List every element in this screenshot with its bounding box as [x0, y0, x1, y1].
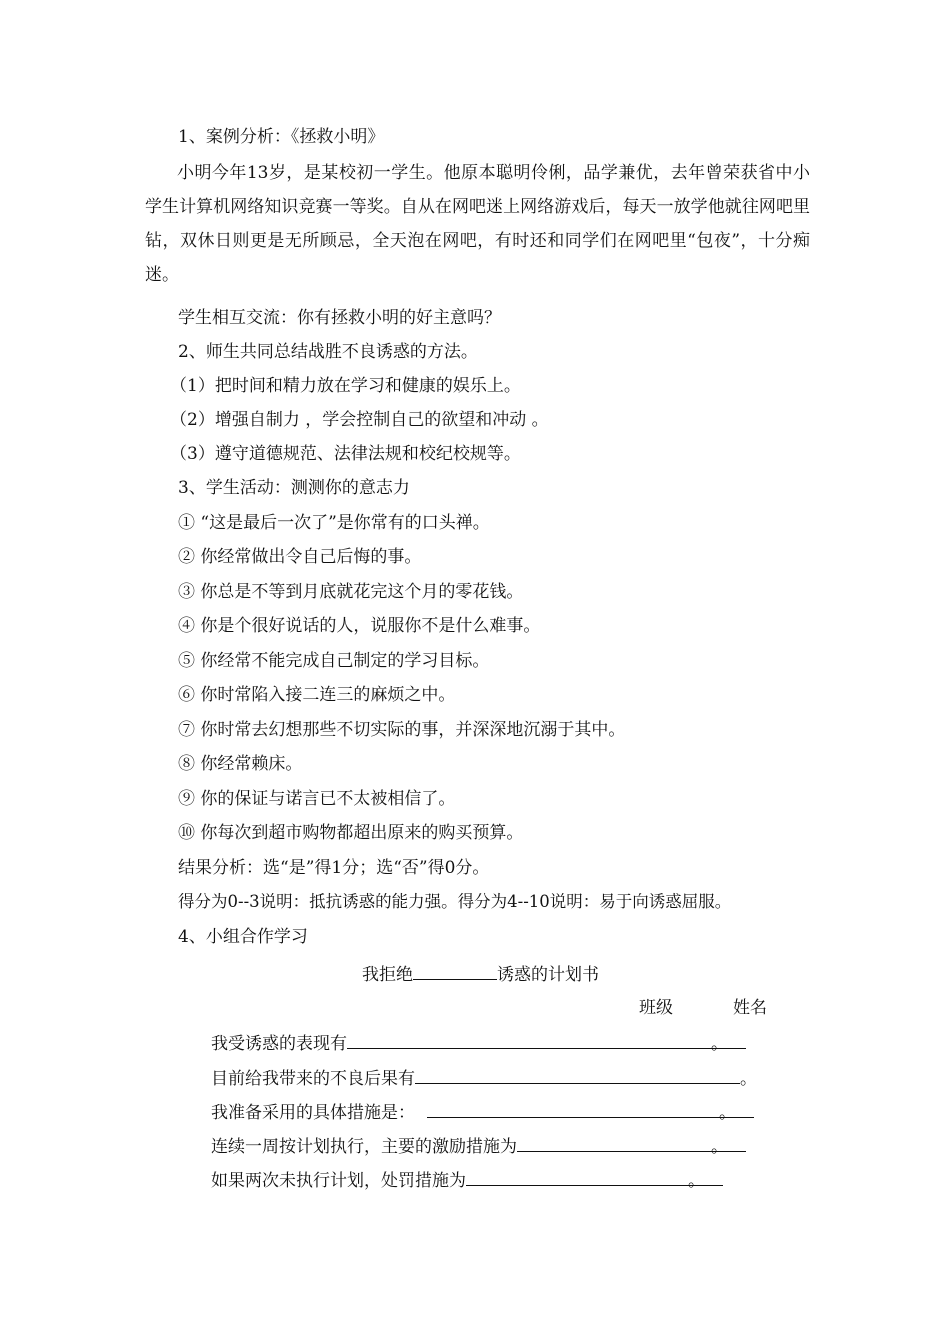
question-8: ⑧ 你经常赖床。 — [178, 754, 303, 774]
discussion-prompt: 学生相互交流：你有拯救小明的好主意吗？ — [178, 308, 501, 328]
plan-field-2-end: 。 — [740, 1069, 757, 1089]
question-6: ⑥ 你时常陷入接二连三的麻烦之中。 — [178, 685, 456, 705]
plan-field-1 — [211, 1032, 746, 1056]
question-10: ⑩ 你每次到超市购物都超出原来的购买预算。 — [178, 823, 524, 843]
plan-field-5-end: 。 — [688, 1171, 705, 1191]
plan-field-3-blank[interactable] — [427, 1101, 737, 1118]
question-4: ④ 你是个很好说话的人，说服你不是什么难事。 — [178, 616, 541, 636]
plan-field-3-end: 。 — [719, 1103, 736, 1123]
section3-heading: 3、学生活动：测测你的意志力 — [178, 478, 410, 498]
method-item-2: （2）增强自制力 ，学会控制自己的欲望和冲动 。 — [170, 410, 549, 430]
plan-field-1-blank[interactable] — [347, 1032, 729, 1049]
plan-field-1-label: 我受诱惑的表现有 — [211, 1034, 347, 1054]
plan-title — [362, 963, 599, 987]
question-1: ① “这是最后一次了”是你常有的口头禅。 — [178, 513, 490, 533]
plan-field-1-end: 。 — [711, 1034, 728, 1054]
plan-field-3-label: 我准备采用的具体措施是： — [211, 1103, 415, 1123]
plan-field-5-label: 如果两次未执行计划，处罚措施为 — [211, 1171, 466, 1191]
method-item-1: （1）把时间和精力放在学习和健康的娱乐上。 — [170, 376, 521, 396]
plan-field-4-blank[interactable] — [517, 1135, 729, 1152]
plan-field-2 — [211, 1067, 757, 1091]
question-9: ⑨ 你的保证与诺言已不太被相信了。 — [178, 789, 456, 809]
section4-heading: 4、小组合作学习 — [178, 927, 308, 947]
question-7: ⑦ 你时常去幻想那些不切实际的事，并深深地沉溺于其中。 — [178, 720, 626, 740]
plan-field-4-end: 。 — [711, 1137, 728, 1157]
plan-title-post: 诱惑的计划书 — [497, 965, 599, 985]
scoring-rule: 结果分析：选“是”得1分；选“否”得0分。 — [178, 858, 490, 878]
temptation-blank[interactable] — [413, 963, 497, 980]
plan-field-5-blank[interactable] — [466, 1169, 706, 1186]
plan-field-5 — [211, 1169, 723, 1193]
result-analysis: 得分为0--3说明：抵抗诱惑的能力强。得分为4--10说明：易于向诱惑屈服。 — [178, 892, 732, 911]
class-label: 班级 — [639, 998, 673, 1018]
plan-title-pre: 我拒绝 — [362, 965, 413, 985]
question-3: ③ 你总是不等到月底就花完这个月的零花钱。 — [178, 582, 524, 602]
plan-field-2-label: 目前给我带来的不良后果有 — [211, 1069, 415, 1089]
plan-field-2-blank[interactable] — [415, 1067, 740, 1084]
question-2: ② 你经常做出令自己后悔的事。 — [178, 547, 422, 567]
plan-field-4-label: 连续一周按计划执行，主要的激励措施为 — [211, 1137, 517, 1157]
plan-field-4 — [211, 1135, 746, 1159]
story-paragraph: 小明今年13岁，是某校初一学生。他原本聪明伶俐，品学兼优，去年曾荣获省中小学生计算机网络知识竞赛一等奖。自从在网吧迷上网络游戏后，每天一放学他就往网吧里钻，双休日则更是无所顾忌，全天泡在网吧，有时还和同学们在网吧里“包夜”，十分痴迷。 — [145, 163, 810, 285]
plan-field-3 — [211, 1101, 754, 1125]
question-5: ⑤ 你经常不能完成自己制定的学习目标。 — [178, 651, 490, 671]
section1-heading: 1、案例分析：《拯救小明》 — [178, 127, 385, 147]
name-label: 姓名 — [733, 998, 767, 1018]
method-item-3: （3）遵守道德规范、法律法规和校纪校规等。 — [170, 444, 521, 464]
section2-heading: 2、师生共同总结战胜不良诱惑的方法。 — [178, 342, 478, 362]
